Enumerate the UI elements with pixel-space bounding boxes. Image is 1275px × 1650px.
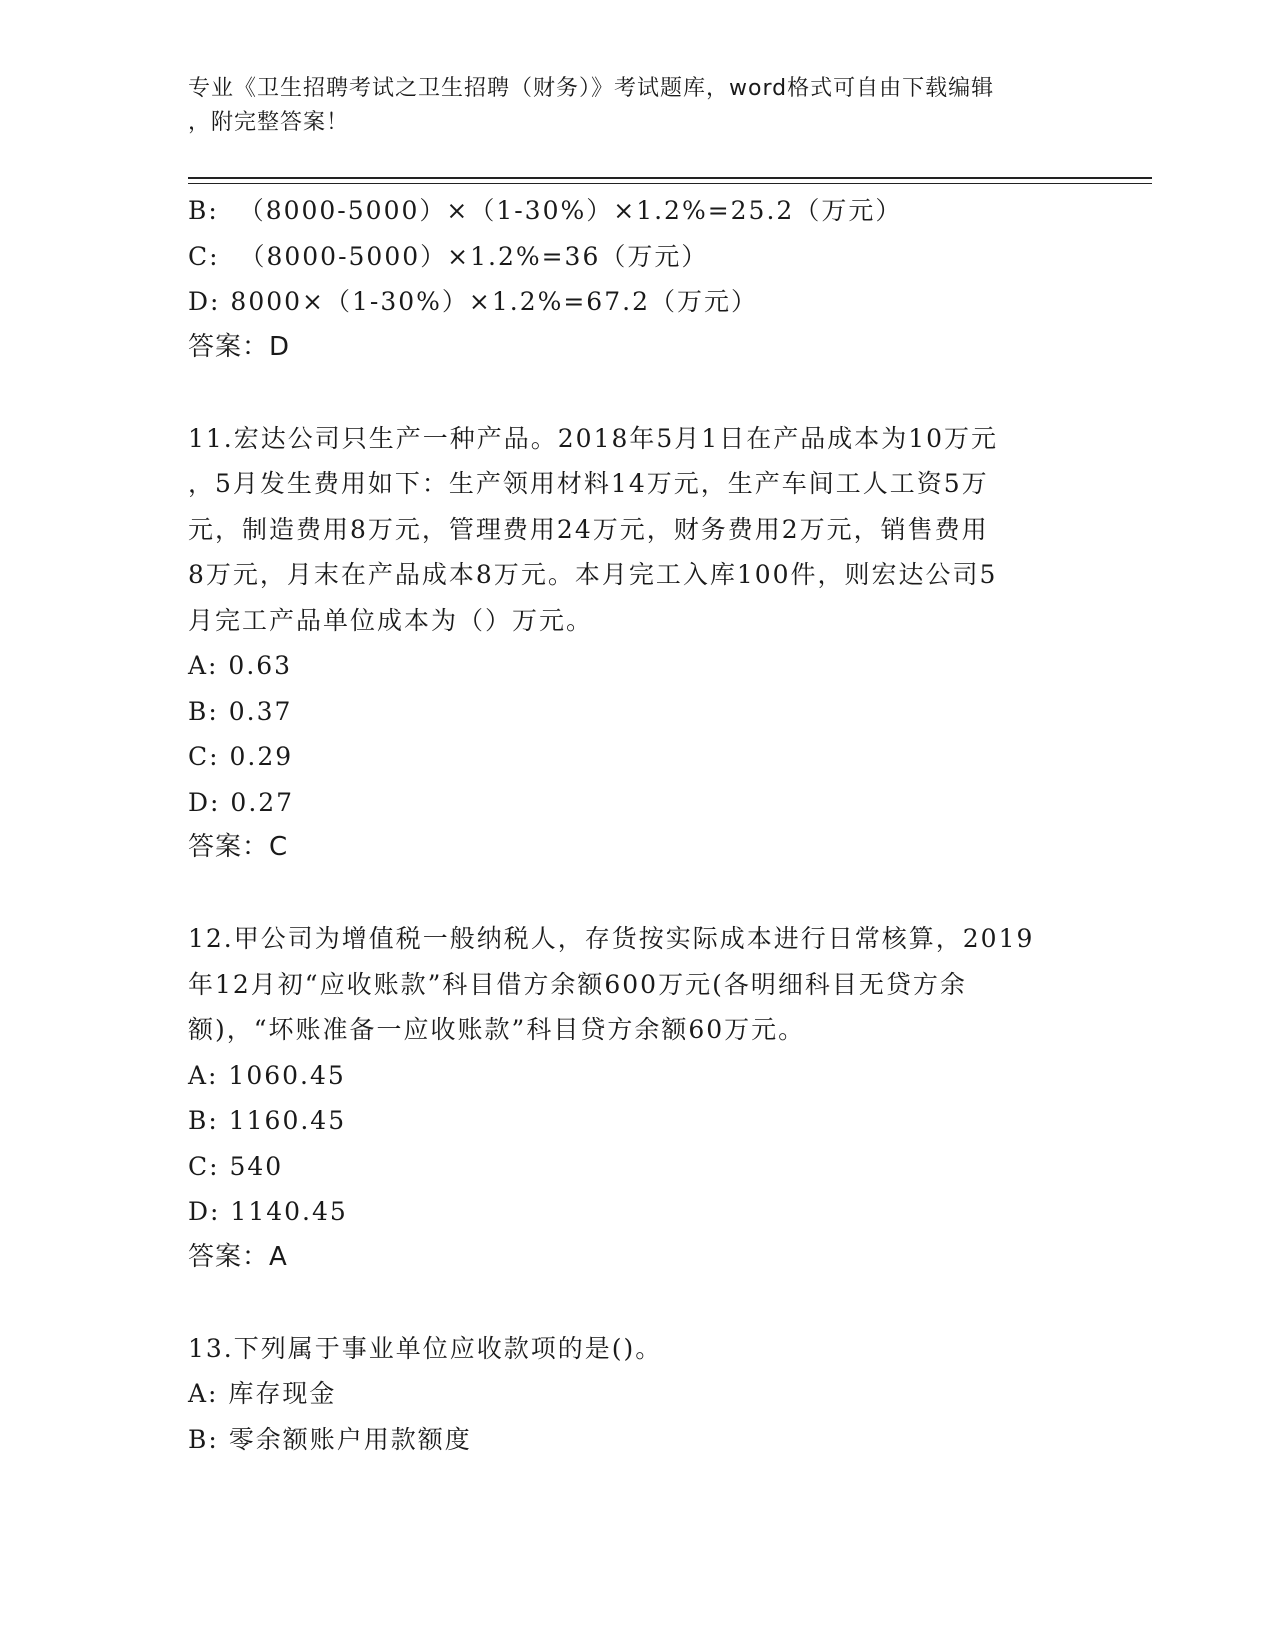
- option-d: D: 1140.45: [188, 1197, 348, 1226]
- spacer: [188, 871, 1088, 917]
- answer-label: 答案：D: [188, 331, 291, 362]
- answer-label: 答案：C: [188, 832, 289, 862]
- option-a: A: 库存现金: [188, 1379, 337, 1408]
- option-d: D: 8000×（1-30%）×1.2%=67.2（万元）: [188, 287, 758, 316]
- option-c: C: （8000-5000）×1.2%=36（万元）: [188, 241, 709, 271]
- header-rule-thick: [188, 177, 1152, 179]
- option-a: A: 1060.45: [188, 1060, 346, 1090]
- answer-label: 答案：A: [188, 1241, 288, 1272]
- stem-line: 8万元，月末在产品成本8万元。本月完工入库100件，则宏达公司5: [188, 560, 998, 589]
- stem-line: 月完工产品单位成本为（）万元。: [188, 605, 594, 635]
- document-body: [188, 188, 1088, 1462]
- option-c: C: 540: [188, 1151, 284, 1181]
- option-b: B: 零余额账户用款额度: [188, 1424, 472, 1454]
- question-stem: [188, 416, 1068, 644]
- stem-line: 元，制造费用8万元，管理费用24万元，财务费用2万元，销售费用: [188, 514, 989, 544]
- option-b: B: 0.37: [188, 696, 293, 726]
- spacer: [188, 370, 1088, 416]
- header-line-1: 专业《卫生招聘考试之卫生招聘（财务）》考试题库，word格式可自由下载编辑: [188, 76, 995, 101]
- option-a: A: 0.63: [188, 651, 293, 680]
- question-11: [188, 416, 1088, 871]
- stem-line: 12.甲公司为增值税一般纳税人，存货按实际成本进行日常核算，2019: [188, 924, 1035, 953]
- question-12: [188, 916, 1088, 1280]
- question-stem: 13.下列属于事业单位应收款项的是()。: [188, 1333, 663, 1363]
- option-b: B: （8000-5000）×（1-30%）×1.2%=25.2（万元）: [188, 196, 903, 225]
- question-stem: [188, 916, 1068, 1053]
- option-c: C: 0.29: [188, 742, 294, 771]
- question-10: [188, 188, 1088, 370]
- header-line-2: ，附完整答案！: [188, 110, 350, 135]
- stem-line: 年12月初“应收账款”科目借方余额600万元(各明细科目无贷方余: [188, 969, 967, 999]
- option-d: D: 0.27: [188, 787, 295, 817]
- question-13: [188, 1326, 1088, 1463]
- stem-line: ，5月发生费用如下：生产领用材料14万元，生产车间工人工资5万: [188, 469, 989, 498]
- document-header: [188, 72, 1078, 140]
- header-rule-thin: [188, 183, 1152, 184]
- spacer: [188, 1280, 1088, 1326]
- option-b: B: 1160.45: [188, 1106, 347, 1135]
- stem-line: 11.宏达公司只生产一种产品。2018年5月1日在产品成本为10万元: [188, 423, 999, 453]
- stem-line: 额)，“坏账准备一应收账款”科目贷方余额60万元。: [188, 1015, 806, 1044]
